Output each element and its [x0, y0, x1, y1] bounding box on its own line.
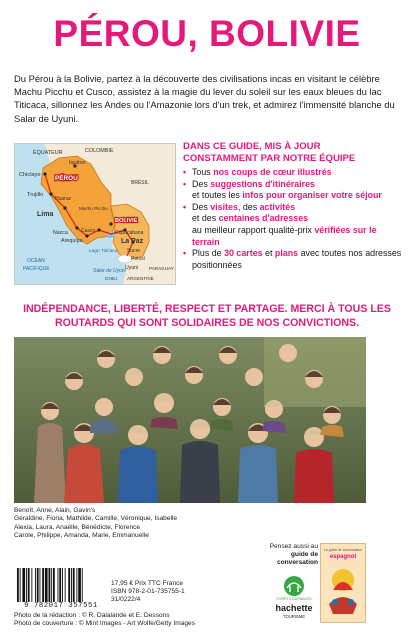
barcode-bar	[58, 568, 59, 602]
map-label: PÉROU	[55, 175, 78, 182]
map-label: Lago Titicaca	[89, 249, 118, 254]
barcode-bar	[28, 568, 30, 602]
guide-heading: DANS CE GUIDE, MIS À JOUR CONSTAMMENT PAR NOTRE ÉQUIPE	[183, 141, 356, 164]
barcode	[14, 566, 108, 604]
map-label: Machu Picchu	[79, 206, 108, 211]
barcode-bar	[71, 568, 72, 602]
map-label: Iquitos	[69, 160, 86, 166]
barcode-bar	[37, 568, 39, 602]
barcode-bar	[73, 568, 75, 602]
team-names: Benoît, Anne, Alain, Gavin's Géraldine, Fiona, Mathilde, Camille, Véronique, Isabelle Alexia, Laura, Anaëlle, Bénédicte, Florence Carole, Philippe, Amanda, Marie, Emmanuelle	[14, 507, 178, 540]
map-label: CHILI	[105, 277, 118, 282]
conversation-guide-cover	[320, 543, 366, 623]
barcode-bar	[76, 568, 77, 602]
team-photo	[14, 337, 366, 503]
price-info: 17,95 € Prix TTC France ISBN 978-2-01-735755-1 31/0222/4	[111, 580, 185, 603]
barcode-bar	[31, 568, 32, 602]
barcode-bar	[78, 568, 81, 602]
region-map	[14, 143, 176, 285]
map-label: ÉQUATEUR	[33, 150, 63, 156]
svg-text:hachette: hachette	[275, 603, 313, 613]
map-label: PARAGUAY	[149, 266, 174, 271]
map-label: Potosí	[131, 256, 146, 262]
map-label: Chiclayo	[19, 172, 41, 178]
book-title: PÉROU, BOLIVIE	[53, 13, 361, 54]
map-label: Trujillo	[27, 192, 44, 198]
guide-contents	[183, 141, 405, 271]
team-photo-graphic	[14, 337, 366, 503]
map-label: BOLIVIE	[115, 218, 138, 224]
svg-text:FORÊTS DURABLES: FORÊTS DURABLES	[276, 597, 312, 601]
barcode-bar	[59, 568, 61, 602]
guide-list-item: • Des visites, des activités et des centaines d'adresses au meilleur rapport qualité-prix vérifiées sur le terrain	[183, 202, 405, 248]
map-graphic	[15, 144, 175, 284]
barcode-bar	[53, 568, 55, 602]
barcode-graphic	[14, 566, 108, 604]
motto: INDÉPENDANCE, LIBERTÉ, RESPECT ET PARTAGE. MERCI À TOUS LES ROUTARDS QUI SONT SOLIDAIRES DE NOS CONVICTIONS.	[23, 303, 391, 329]
barcode-bar	[26, 568, 27, 602]
guide-list-item: • Plus de 30 cartes et plans avec toutes nos adresses positionnées	[183, 248, 405, 271]
barcode-bar	[49, 568, 51, 602]
map-label: PACIFIQUE	[23, 266, 50, 272]
map-label: ARGENTINE	[127, 276, 154, 281]
map-label: Cusco	[81, 228, 96, 234]
barcode-number: 9 782017 357551	[24, 602, 98, 610]
svg-text:espagnol: espagnol	[329, 554, 357, 560]
map-label: Copacabana	[115, 230, 144, 236]
barcode-bar	[35, 568, 36, 602]
map-label: Uyuni	[125, 265, 139, 271]
map-label: La Paz	[121, 238, 144, 245]
hachette-logo-graphic	[272, 574, 316, 620]
barcode-bar	[20, 568, 21, 602]
conversation-guide-graphic	[321, 544, 365, 622]
guide-list	[183, 167, 405, 271]
map-label: Sucre	[127, 248, 141, 254]
svg-text:TOURISME: TOURISME	[282, 614, 306, 619]
barcode-bar	[17, 568, 19, 602]
guide-list-item: • Tous nos coups de cœur illustrés	[183, 167, 405, 179]
map-label: COLOMBIE	[85, 148, 114, 154]
map-label: Salar de Uyuni	[93, 268, 126, 274]
map-label: OCÉAN	[27, 258, 45, 264]
barcode-bar	[68, 568, 70, 602]
barcode-bar	[22, 568, 25, 602]
barcode-bar	[45, 568, 48, 602]
barcode-bar	[40, 568, 41, 602]
barcode-bar	[42, 568, 44, 602]
barcode-bar	[65, 568, 66, 602]
see-also: Pensez aussi au guide de conversation	[269, 543, 318, 566]
map-label: Arequipa	[61, 238, 83, 244]
map-label: Lima	[37, 211, 54, 218]
map-label: BRÉSIL	[131, 180, 149, 186]
svg-text:Le guide de conversation: Le guide de conversation	[324, 548, 362, 552]
intro-paragraph: Du Pérou à la Bolivie, partez à la découverte des civilisations incas en visitant le célèbre Machu Picchu et Cusco, assistez à la magie du lever du soleil sur les eaux bleues du lac Titicaca, sillonnez les Andes ou l'Amazonie lors d'un trek, et admirez l'immensité blanche du Salar de Uyuni.	[14, 73, 395, 124]
barcode-bar	[82, 568, 83, 602]
map-label: Nazca	[53, 230, 68, 236]
photo-credits: Photo de la rédaction : © R. Dalalande et E. Dessons Photo de couverture : © Mint Images - Art Wolfe/Getty Images	[14, 612, 196, 627]
barcode-bar	[62, 568, 63, 602]
barcode-bar	[51, 568, 52, 602]
map-label: Huaraz	[55, 196, 72, 202]
guide-list-item: • Des suggestions d'itinéraires et toutes les infos pour organiser votre séjour	[183, 179, 405, 202]
hachette-logo	[272, 574, 316, 620]
